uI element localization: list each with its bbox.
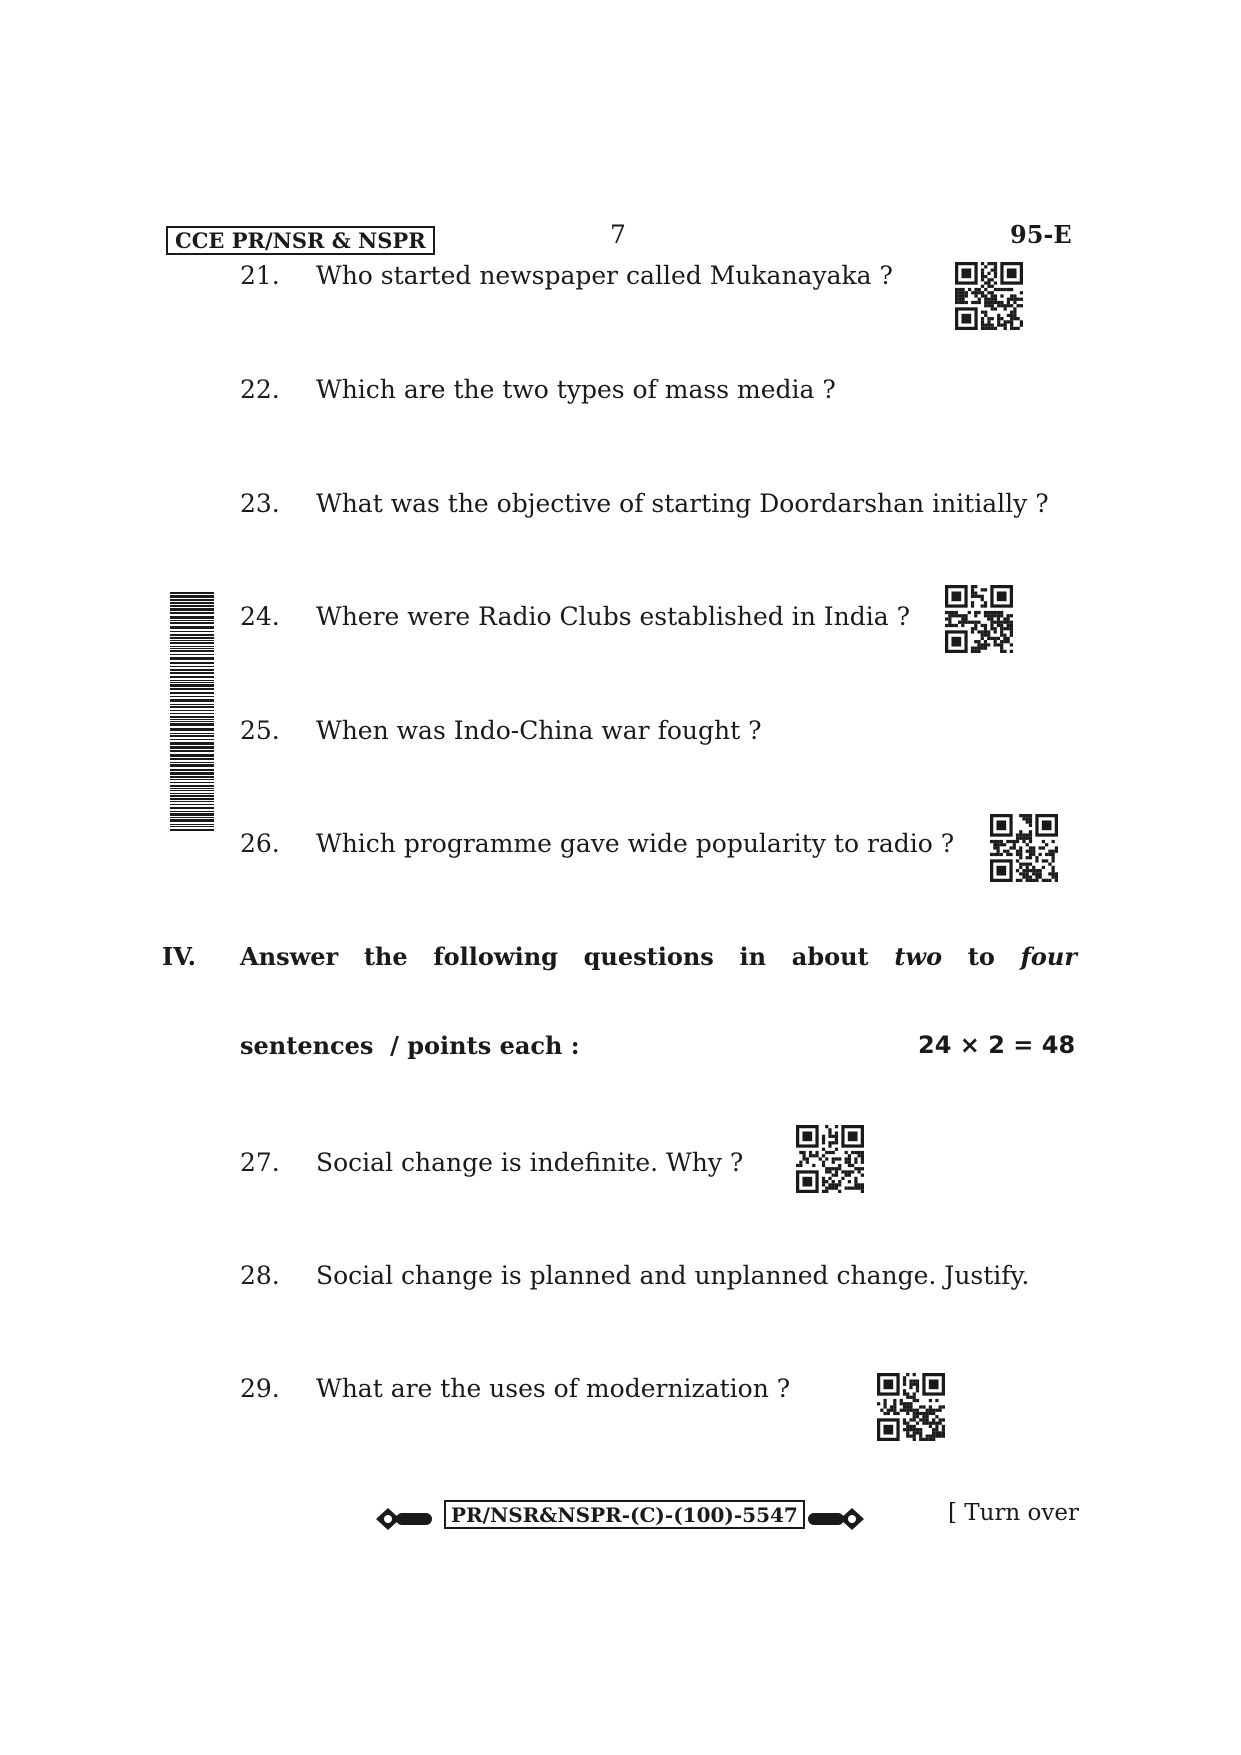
paper-code-box: CCE PR/NSR & NSPR	[166, 226, 435, 255]
question-text: Which are the two types of mass media ?	[316, 375, 836, 404]
question-text: Social change is planned and unplanned change. Justify.	[316, 1261, 1030, 1290]
instruction-word: two	[894, 942, 943, 971]
ornament-left-icon	[376, 1505, 434, 1533]
question-number: 23.	[240, 489, 280, 518]
barcode-icon	[170, 592, 214, 832]
question-text: Who started newspaper called Mukanayaka ?	[316, 261, 893, 290]
instruction-word: questions	[583, 942, 714, 971]
turn-over-note: [ Turn over	[948, 1500, 1080, 1526]
question-text: Where were Radio Clubs established in India ?	[316, 602, 910, 631]
instruction-word: following	[433, 942, 558, 971]
question-text: Social change is indefinite. Why ?	[316, 1148, 744, 1177]
question-text: Which programme gave wide popularity to radio ?	[316, 829, 955, 858]
page-number: 7	[610, 220, 626, 249]
section-instruction	[240, 942, 1077, 971]
instruction-word: about	[791, 942, 869, 971]
qr-code-icon	[989, 814, 1059, 882]
instruction-word: the	[363, 942, 408, 971]
qr-code-icon	[876, 1373, 946, 1441]
instruction-word: four	[1020, 942, 1077, 971]
ornament-right-icon	[806, 1505, 864, 1533]
instruction-word: Answer	[240, 942, 339, 971]
question-text: What was the objective of starting Doordarshan initially ?	[316, 489, 1049, 518]
question-number: 22.	[240, 375, 280, 404]
question-number: 24.	[240, 602, 280, 631]
qr-code-icon	[954, 262, 1024, 330]
section-label: IV.	[162, 942, 197, 971]
section-instruction-line2: sentences / points each :	[240, 1031, 580, 1060]
qr-code-icon	[795, 1125, 865, 1193]
question-number: 26.	[240, 829, 280, 858]
question-text: What are the uses of modernization ?	[316, 1374, 791, 1403]
footer-code-box: PR/NSR&NSPR-(C)-(100)-5547	[444, 1500, 805, 1529]
section-marks: 24 × 2 = 48	[918, 1031, 1076, 1059]
question-number: 21.	[240, 261, 280, 290]
qr-code-icon	[944, 585, 1014, 653]
subject-code: 95-E	[1010, 220, 1072, 249]
question-number: 28.	[240, 1261, 280, 1290]
instruction-word: in	[739, 942, 767, 971]
question-number: 29.	[240, 1374, 280, 1403]
question-text: When was Indo-China war fought ?	[316, 716, 762, 745]
question-number: 25.	[240, 716, 280, 745]
question-number: 27.	[240, 1148, 280, 1177]
instruction-word: to	[967, 942, 995, 971]
